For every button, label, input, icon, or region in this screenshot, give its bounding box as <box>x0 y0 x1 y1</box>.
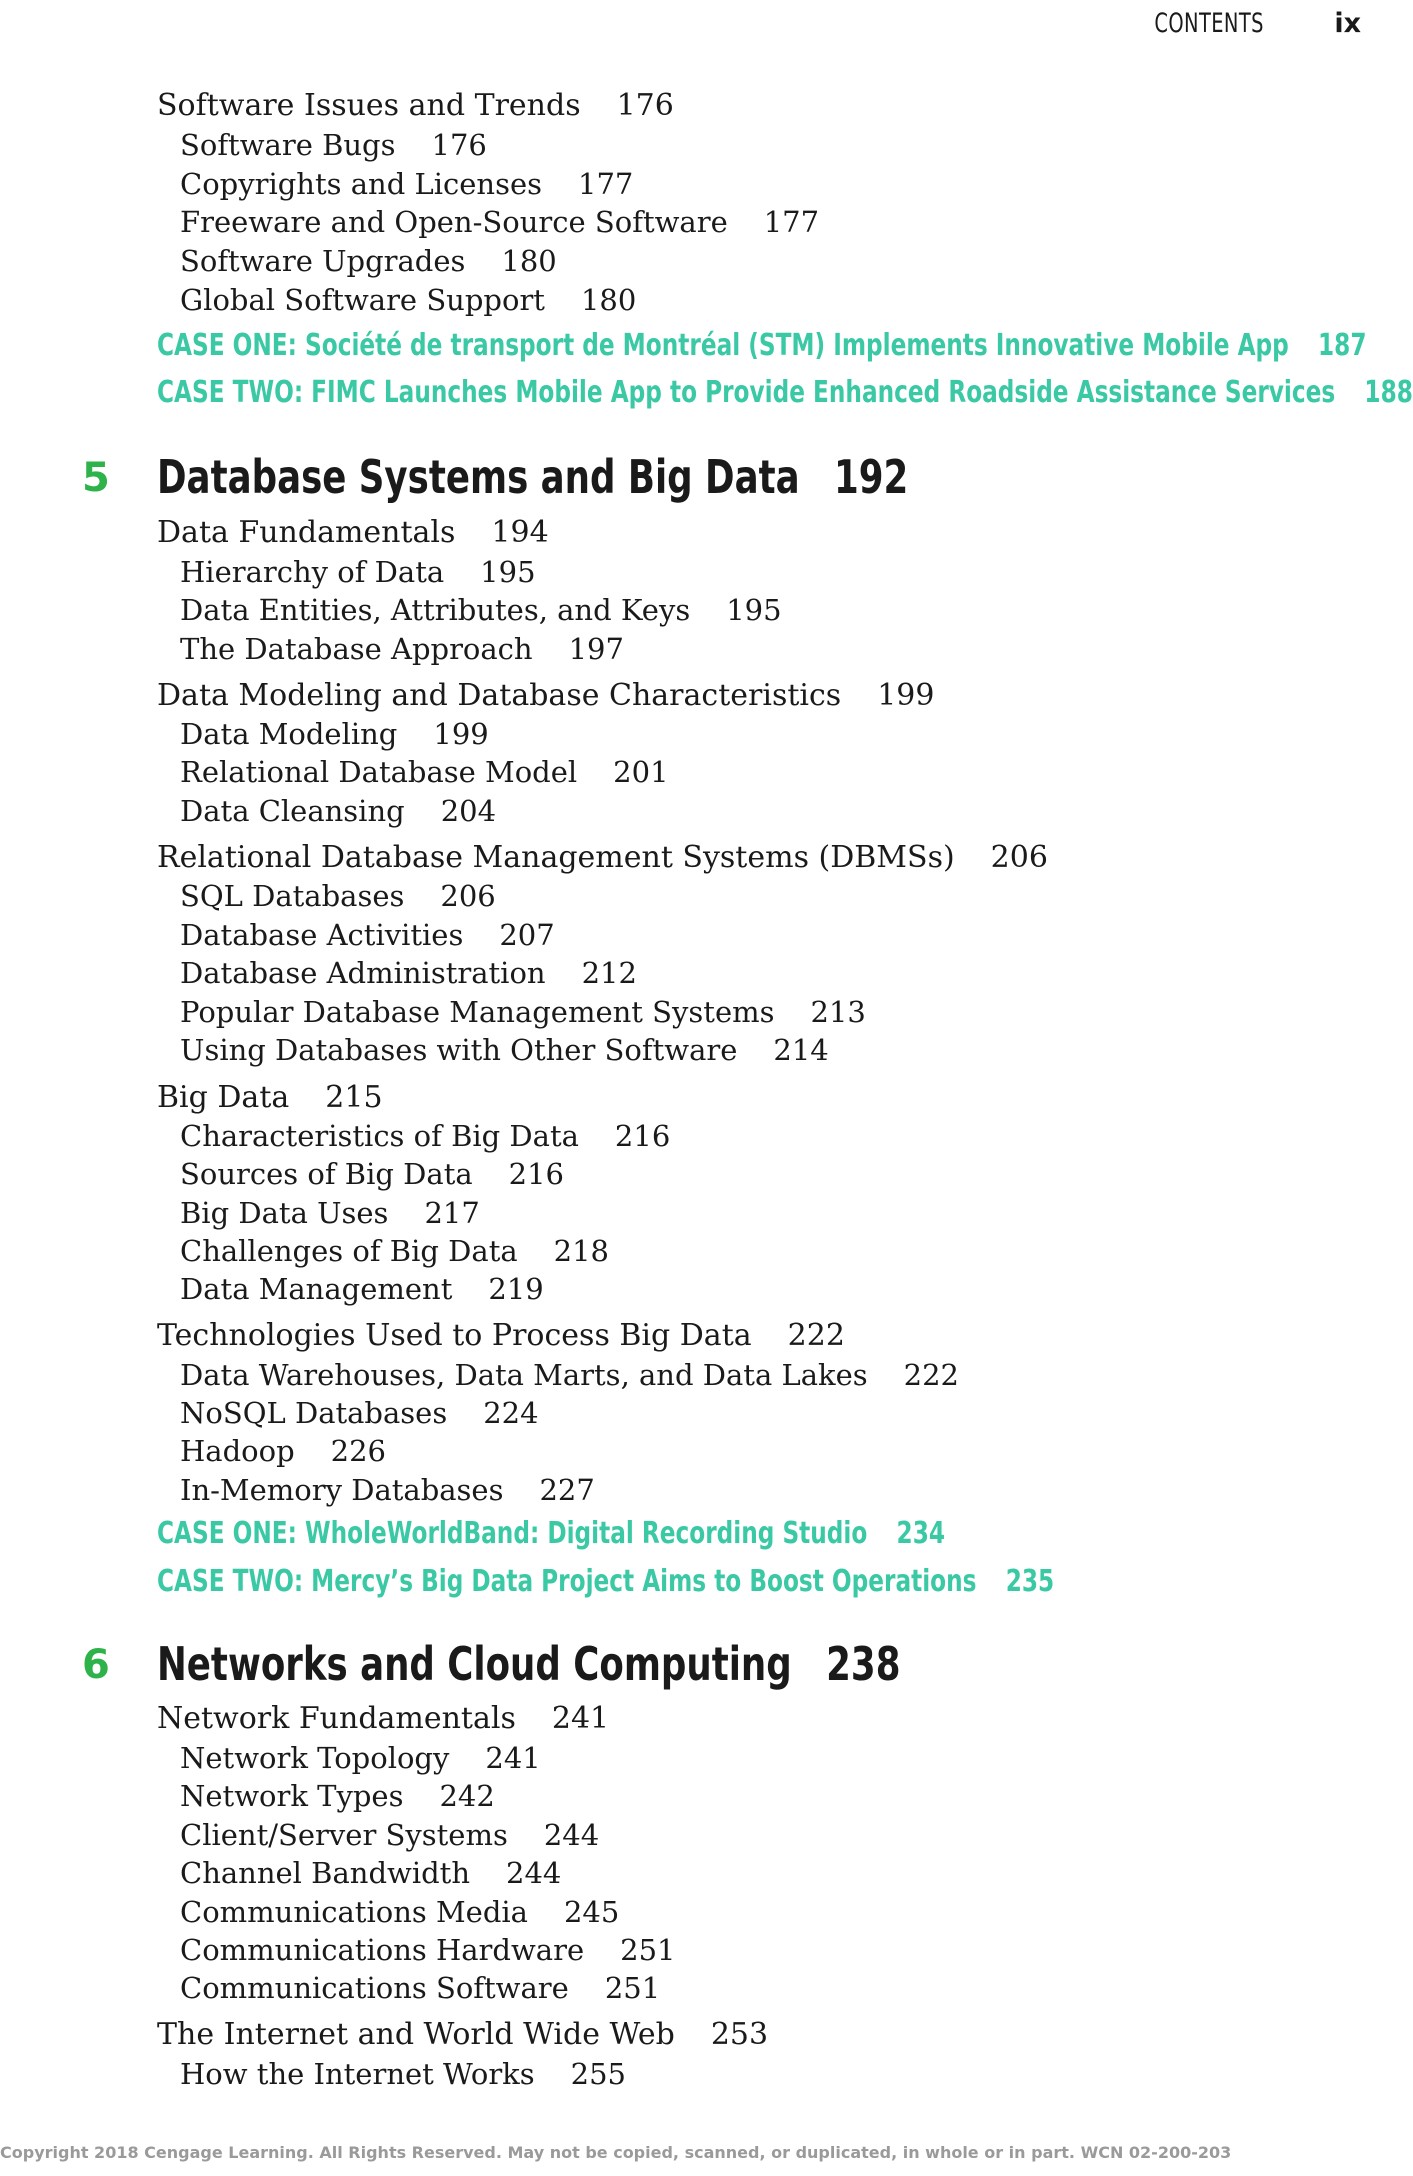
toc-subsection[interactable]: Data Modeling 199 <box>180 717 489 751</box>
toc-subsection[interactable]: Global Software Support 180 <box>180 283 637 317</box>
toc-subsection[interactable]: Using Databases with Other Software 214 <box>180 1033 829 1067</box>
toc-subsection[interactable]: Hadoop 226 <box>180 1434 386 1468</box>
chapter-number: 6 <box>82 1642 110 1688</box>
toc-case-study[interactable]: CASE ONE: Société de transport de Montréal (STM) Implements Innovative Mobile App 187 <box>157 328 1367 363</box>
running-header <box>1127 6 1361 40</box>
toc-subsection[interactable]: Database Activities 207 <box>180 918 555 952</box>
toc-subsection[interactable]: SQL Databases 206 <box>180 879 496 913</box>
toc-section[interactable]: Relational Database Management Systems (DBMSs) 206 <box>157 840 1048 875</box>
toc-section[interactable]: Data Fundamentals 194 <box>157 515 549 550</box>
toc-subsection[interactable]: Freeware and Open-Source Software 177 <box>180 205 820 239</box>
toc-subsection[interactable]: Data Management 219 <box>180 1272 544 1306</box>
toc-subsection[interactable]: Data Entities, Attributes, and Keys 195 <box>180 593 782 627</box>
page-number: ix <box>1334 7 1361 39</box>
toc-subsection[interactable]: Software Bugs 176 <box>180 128 487 162</box>
toc-section[interactable]: The Internet and World Wide Web 253 <box>157 2017 769 2052</box>
toc-section[interactable]: Network Fundamentals 241 <box>157 1701 610 1736</box>
chapter-title[interactable]: Database Systems and Big Data 192 <box>157 450 909 504</box>
toc-subsection[interactable]: How the Internet Works 255 <box>180 2057 627 2091</box>
toc-subsection[interactable]: Characteristics of Big Data 216 <box>180 1119 671 1153</box>
toc-subsection[interactable]: Network Topology 241 <box>180 1741 541 1775</box>
toc-subsection[interactable]: Communications Media 245 <box>180 1895 620 1929</box>
toc-subsection[interactable]: Copyrights and Licenses 177 <box>180 167 634 201</box>
toc-subsection[interactable]: Network Types 242 <box>180 1779 495 1813</box>
toc-subsection[interactable]: Data Warehouses, Data Marts, and Data Lakes 222 <box>180 1358 959 1392</box>
toc-section[interactable]: Software Issues and Trends 176 <box>157 88 674 123</box>
toc-subsection[interactable]: Software Upgrades 180 <box>180 244 557 278</box>
toc-subsection[interactable]: Data Cleansing 204 <box>180 794 497 828</box>
toc-section[interactable]: Big Data 215 <box>157 1080 383 1115</box>
toc-subsection[interactable]: Communications Hardware 251 <box>180 1933 676 1967</box>
chapter-title[interactable]: Networks and Cloud Computing 238 <box>157 1637 901 1691</box>
toc-case-study[interactable]: CASE ONE: WholeWorldBand: Digital Recording Studio 234 <box>157 1516 946 1551</box>
toc-subsection[interactable]: The Database Approach 197 <box>180 632 624 666</box>
toc-subsection[interactable]: In-Memory Databases 227 <box>180 1473 595 1507</box>
toc-case-study[interactable]: CASE TWO: FIMC Launches Mobile App to Provide Enhanced Roadside Assistance Services 188 <box>157 375 1413 410</box>
toc-subsection[interactable]: Database Administration 212 <box>180 956 637 990</box>
toc-section[interactable]: Technologies Used to Process Big Data 222 <box>157 1318 845 1353</box>
toc-subsection[interactable]: Sources of Big Data 216 <box>180 1157 564 1191</box>
running-header-label: CONTENTS <box>1154 7 1265 39</box>
toc-subsection[interactable]: Channel Bandwidth 244 <box>180 1856 562 1890</box>
toc-subsection[interactable]: Popular Database Management Systems 213 <box>180 995 866 1029</box>
toc-subsection[interactable]: Communications Software 251 <box>180 1971 661 2005</box>
toc-subsection[interactable]: NoSQL Databases 224 <box>180 1396 539 1430</box>
toc-subsection[interactable]: Challenges of Big Data 218 <box>180 1234 609 1268</box>
chapter-number: 5 <box>82 455 110 501</box>
toc-case-study[interactable]: CASE TWO: Mercy’s Big Data Project Aims to Boost Operations 235 <box>157 1564 1055 1599</box>
toc-subsection[interactable]: Relational Database Model 201 <box>180 755 669 789</box>
copyright-footer: Copyright 2018 Cengage Learning. All Rights Reserved. May not be copied, scanned, or duplicated, in whole or in part. WCN 02-200-203 <box>0 2143 1232 2162</box>
toc-subsection[interactable]: Big Data Uses 217 <box>180 1196 480 1230</box>
toc-subsection[interactable]: Hierarchy of Data 195 <box>180 555 536 589</box>
toc-section[interactable]: Data Modeling and Database Characteristics 199 <box>157 678 935 713</box>
toc-subsection[interactable]: Client/Server Systems 244 <box>180 1818 600 1852</box>
